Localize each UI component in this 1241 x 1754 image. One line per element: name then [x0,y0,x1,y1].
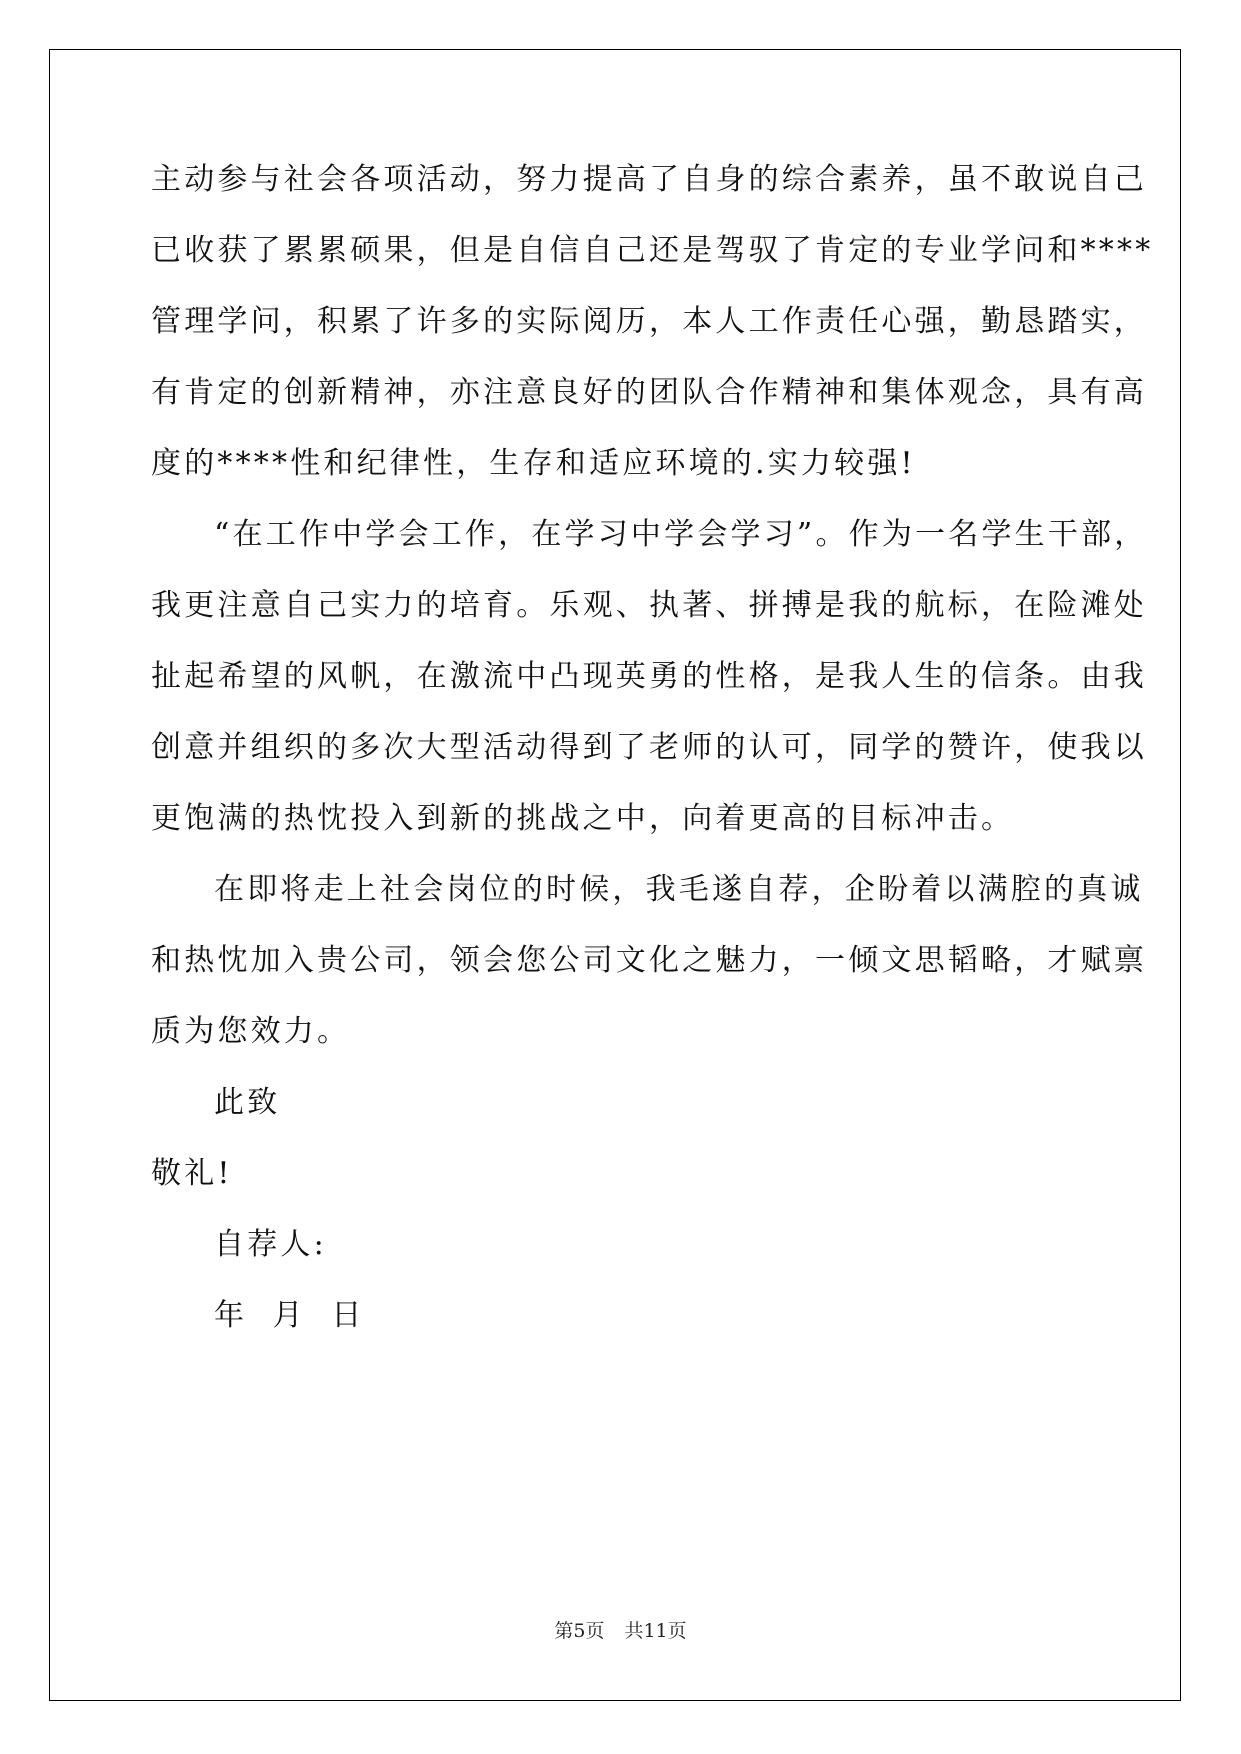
text-line: 我更注意自己实力的培育。乐观、执著、拼搏是我的航标，在险滩处 [151,588,1147,623]
closing-line: 敬礼! [151,1156,233,1191]
text-line: 有肯定的创新精神，亦注意良好的团队合作精神和集体观念，具有高 [151,375,1147,410]
text-line: 在即将走上社会岗位的时候，我毛遂自荐，企盼着以满腔的真诚 [214,872,1144,907]
text-line: 管理学问，积累了许多的实际阅历，本人工作责任心强，勤恳踏实， [151,304,1147,339]
text-line: 创意并组织的多次大型活动得到了老师的认可，同学的赞许，使我以 [151,730,1147,765]
page-number: 第5页 [554,1620,605,1642]
text-line: 度的****性和纪律性，生存和适应环境的.实力较强! [151,446,916,481]
text-line: “在工作中学会工作，在学习中学会学习”。作为一名学生干部， [214,517,1148,552]
date-line: 年 月 日 [214,1298,365,1333]
text-line: 主动参与社会各项活动，努力提高了自身的综合素养，虽不敢说自己 [151,162,1147,197]
page-footer [0,1616,1241,1643]
signature-line: 自荐人: [214,1227,327,1262]
text-line: 和热忱加入贵公司，领会您公司文化之魅力，一倾文思韬略，才赋禀 [151,943,1147,978]
text-line: 质为您效力。 [151,1014,351,1049]
text-line: 已收获了累累硕果，但是自信自己还是驾驭了肯定的专业学问和**** [151,233,1154,268]
text-line: 更饱满的热忱投入到新的挑战之中，向着更高的目标冲击。 [151,801,1015,836]
salutation-line: 此致 [214,1085,281,1120]
text-line: 扯起希望的风帆，在激流中凸现英勇的性格，是我人生的信条。由我 [151,659,1147,694]
page-total: 共11页 [624,1620,687,1642]
